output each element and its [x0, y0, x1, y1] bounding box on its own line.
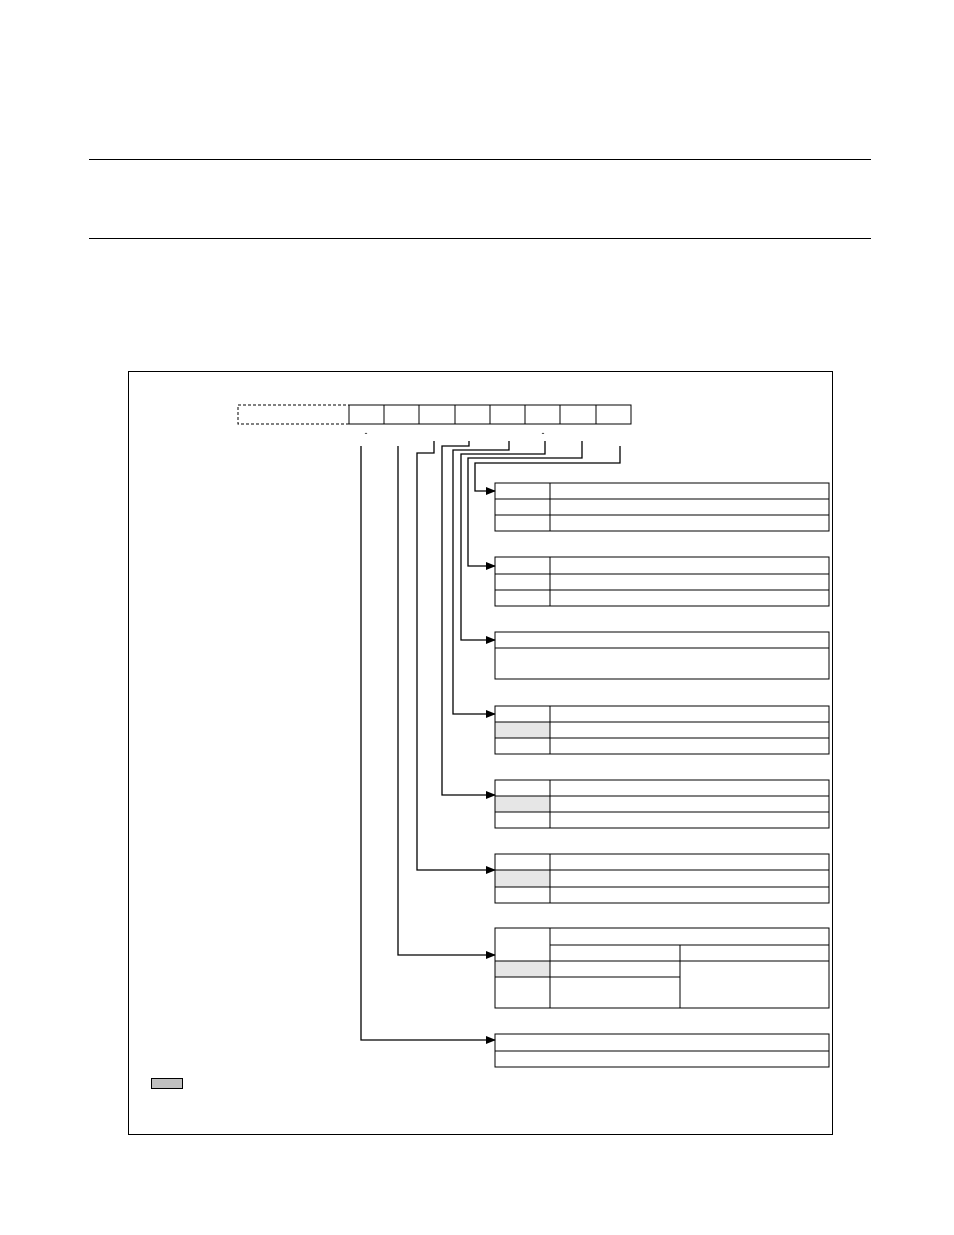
bit4-reserved-shade: [495, 796, 550, 812]
bit-cell-0: [596, 405, 631, 424]
register-bit-cells: [349, 405, 631, 424]
bit-cell-2: [525, 405, 560, 424]
bit-cell-3: [490, 405, 525, 424]
bit6-table: [495, 928, 829, 1008]
bit3-table: [495, 706, 829, 754]
bit1-table: [495, 557, 829, 606]
connector-bit0: [475, 446, 620, 491]
register-name-box: [238, 405, 349, 424]
bit3-reserved-shade: [495, 722, 550, 738]
bit-cell-7: [349, 405, 384, 424]
bit5-reserved-shade: [495, 870, 550, 887]
bit7-table: [495, 1034, 829, 1067]
bit2-table: [495, 632, 829, 679]
connector-bit7: [361, 446, 495, 1040]
bit6-reserved-shade: [495, 961, 550, 977]
bit-cell-6: [384, 405, 419, 424]
bit0-table: [495, 483, 829, 531]
reset-marker-bit7: -: [364, 428, 368, 438]
bit-cell-4: [455, 405, 490, 424]
bit5-table: [495, 854, 829, 903]
bit4-table: [495, 780, 829, 828]
bit-cell-5: [419, 405, 455, 424]
connector-bit5: [417, 441, 495, 870]
connector-bit2: [461, 441, 545, 640]
connector-bit1: [468, 441, 582, 566]
reserved-legend-swatch: [151, 1078, 183, 1089]
reset-marker-bit2: -: [541, 428, 545, 438]
connector-bit6: [398, 446, 495, 955]
bit-cell-1: [560, 405, 596, 424]
